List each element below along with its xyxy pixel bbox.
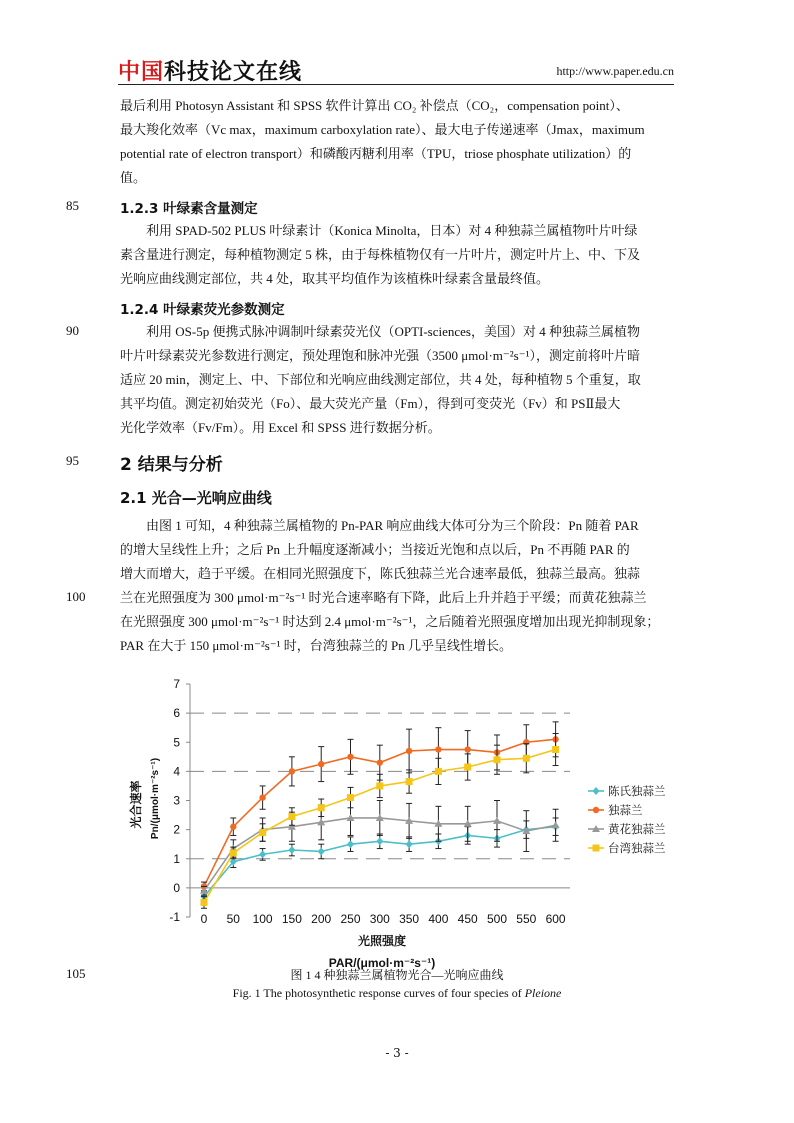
section-heading-2: 2 结果与分析	[120, 455, 223, 475]
data-point	[318, 847, 325, 855]
line-number: 90	[66, 323, 79, 338]
data-point	[347, 794, 354, 801]
legend-label: 陈氏独蒜兰	[608, 786, 666, 798]
data-point	[435, 746, 441, 752]
page-number: - 3 -	[385, 1046, 409, 1060]
x-axis-label-cn: 光照强度	[357, 934, 407, 948]
x-tick-label: 0	[200, 912, 208, 926]
site-url[interactable]: http://www.paper.edu.cn	[556, 64, 674, 78]
data-point	[201, 899, 208, 906]
data-point	[406, 778, 413, 785]
site-logo	[118, 55, 302, 86]
y-tick-label: 3	[173, 793, 180, 808]
x-tick-label: 600	[545, 912, 566, 926]
x-tick-label: 550	[516, 912, 537, 926]
x-tick-label: 350	[399, 912, 420, 926]
data-point	[289, 768, 295, 774]
logo-red-text: 中国	[118, 60, 165, 85]
legend-marker	[593, 845, 600, 852]
y-tick-label: 4	[173, 764, 180, 779]
data-point	[288, 846, 295, 854]
data-point	[318, 761, 324, 767]
logo-black-text: 科技论文在线	[164, 60, 303, 85]
data-point	[259, 850, 266, 858]
figure-caption-en	[0, 986, 794, 1001]
y-axis-label: Pn/(μmol·m⁻²s⁻¹)	[150, 757, 161, 840]
data-point	[376, 837, 383, 845]
x-tick-label: 100	[252, 912, 273, 926]
x-tick-label: 50	[226, 912, 240, 926]
data-point	[377, 759, 383, 765]
legend-marker	[593, 807, 599, 813]
section-heading-1-2-4: 1.2.4 叶绿素荧光参数测定	[120, 302, 285, 318]
paragraph-line: 叶片叶绿素荧光参数进行测定，预处理饱和脉冲光强（3500 μmol·m⁻²s⁻¹），测定前将叶片暗	[120, 348, 640, 363]
paragraph-line: 增大而增大，趋于平缓。在相同光照强度下，陈氏独蒜兰光合速率最低，独蒜兰最高。独蒜	[120, 566, 641, 581]
intro-line: 最后利用 Photosyn Assistant 和 SPSS 软件计算出 CO₂ 补偿点（CO₂，compensation point）、	[120, 98, 629, 113]
paragraph-line: 光化学效率（Fv/Fm）。用 Excel 和 SPSS 进行数据分析。	[120, 420, 441, 435]
y-tick-label: 5	[173, 735, 180, 750]
y-tick-label: 7	[173, 677, 180, 691]
paragraph-line: 光响应曲线测定部位，共 4 处，取其平均值作为该植株叶绿素含量最终值。	[120, 271, 550, 286]
intro-line: potential rate of electron transport）和磷酸丙糖利用率（TPU，triose phosphate utilization）的	[120, 146, 632, 161]
data-point	[230, 824, 236, 830]
data-point	[464, 764, 471, 771]
x-tick-label: 400	[428, 912, 449, 926]
line-number: 100	[66, 589, 86, 604]
data-point	[259, 794, 265, 800]
legend-label: 黄花独蒜兰	[608, 824, 666, 836]
y-axis-label-cn: 光合速率	[129, 780, 143, 829]
paragraph-line: 利用 SPAD-502 PLUS 叶绿素计（Konica Minolta，日本）对 4 种独蒜兰属植物叶片叶绿	[146, 223, 638, 238]
x-tick-label: 150	[281, 912, 302, 926]
line-number: 105	[66, 966, 86, 981]
x-tick-label: 450	[457, 912, 478, 926]
data-point	[435, 768, 442, 775]
data-point	[376, 782, 383, 789]
data-point	[288, 813, 295, 820]
x-tick-label: 250	[340, 912, 361, 926]
data-point	[406, 840, 413, 848]
line-number: 95	[66, 453, 79, 468]
paragraph-line: 利用 OS-5p 便携式脉冲调制叶绿素荧光仪（OPTI-sciences，美国）对 4 种独蒜兰属植物	[146, 324, 640, 339]
figure-caption-genus: Pleione	[524, 986, 562, 1000]
line-number: 85	[66, 198, 79, 213]
data-point	[406, 748, 412, 754]
data-point	[494, 756, 501, 763]
y-tick-label: -1	[169, 910, 180, 924]
paragraph-line: 由图 1 可知，4 种独蒜兰属植物的 Pn-PAR 响应曲线大体可分为三个阶段：Pn 随着 PAR	[146, 518, 639, 533]
x-axis-label: PAR/(μmol·m⁻²s⁻¹)	[328, 956, 436, 970]
x-tick-label: 300	[369, 912, 390, 926]
legend-label: 独蒜兰	[608, 805, 643, 817]
data-point	[465, 746, 471, 752]
paragraph-line: 在光照强度 300 μmol·m⁻²s⁻¹ 时达到 2.4 μmol·m⁻²s⁻¹，之后随着光照强度增加出现光抑制现象；	[120, 614, 660, 629]
y-tick-label: 0	[173, 880, 180, 895]
x-tick-label: 200	[311, 912, 332, 926]
x-tick-label: 500	[486, 912, 508, 926]
legend-label: 台湾独蒜兰	[608, 843, 666, 855]
figure-caption-en-text: Fig. 1 The photosynthetic response curves of four species of	[232, 986, 525, 1000]
paragraph-line: 适应 20 min，测定上、中、下部位和光响应曲线测定部位，共 4 处，每种植物 5 个重复，取	[120, 372, 641, 387]
legend-marker	[593, 787, 600, 795]
section-heading-2-1: 2.1 光合—光响应曲线	[120, 489, 272, 507]
data-point	[230, 849, 237, 856]
paragraph-line: 其平均值。测定初始荧光（Fo）、最大荧光产量（Fm），得到可变荧光（Fv）和 PSⅡ最大	[120, 396, 621, 411]
data-point	[347, 754, 353, 760]
y-tick-label: 2	[173, 822, 180, 837]
data-point	[552, 821, 560, 828]
paragraph-line: 素含量进行测定，每种植物测定 5 株，由于每株植物仅有一片叶片，测定叶片上、中、下及	[120, 247, 641, 262]
paragraph-line: PAR 在大于 150 μmol·m⁻²s⁻¹ 时，台湾独蒜兰的 Pn 几乎呈线性增长。	[120, 638, 513, 653]
paragraph-line: 兰在光照强度为 300 μmol·m⁻²s⁻¹ 时光合速率略有下降，此后上升并趋于平缓；而黄花独蒜兰	[120, 590, 647, 605]
intro-line: 值。	[120, 170, 147, 185]
paragraph-line: 的增大呈线性上升；之后 Pn 上升幅度逐渐减小；当接近光饱和点以后，Pn 不再随 PAR 的	[120, 542, 630, 557]
data-point	[318, 804, 325, 811]
y-tick-label: 1	[173, 851, 180, 866]
header-rule	[118, 84, 674, 85]
y-tick-label: 6	[173, 706, 180, 721]
data-point	[552, 746, 559, 753]
intro-line: 最大羧化效率（Vc max，maximum carboxylation rate）、最大电子传递速率（Jmax，maximum	[120, 122, 645, 137]
data-point	[523, 755, 530, 762]
figure-caption-cn: 图 1 4 种独蒜兰属植物光合—光响应曲线	[290, 968, 504, 982]
section-heading-1-2-3: 1.2.3 叶绿素含量测定	[120, 201, 258, 217]
data-point	[347, 840, 354, 848]
photosynthesis-light-response-chart	[0, 670, 794, 970]
data-point	[259, 829, 266, 836]
